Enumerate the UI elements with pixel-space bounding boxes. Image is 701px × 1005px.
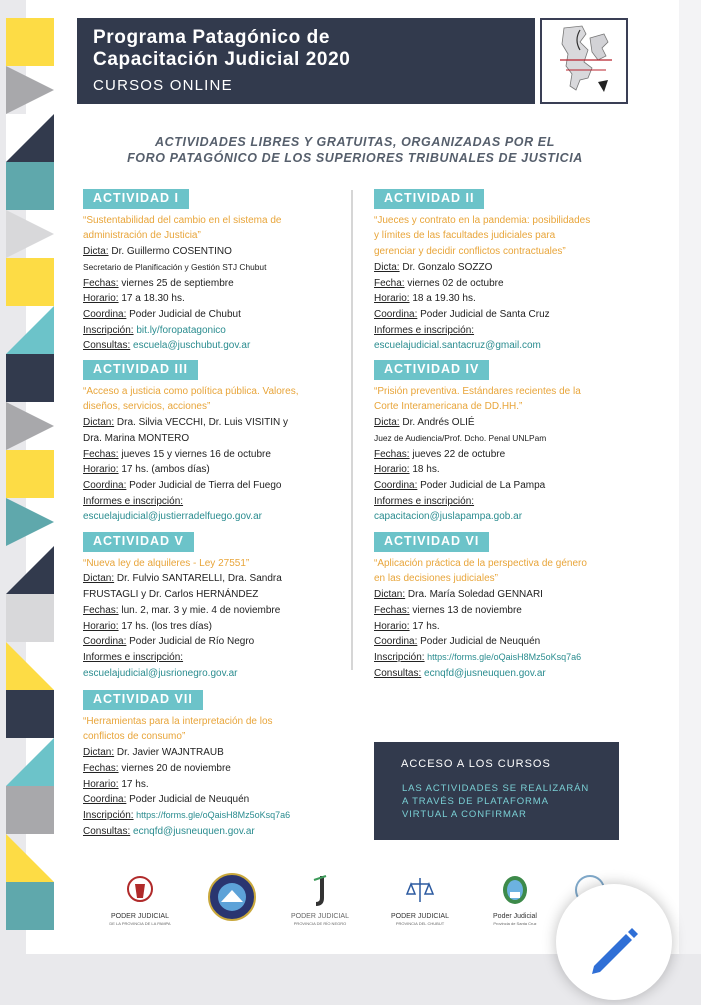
activity-title: “Prisión preventiva. Estándares recientes de la Corte Interamericana de DD.HH.”: [374, 385, 581, 413]
activity-badge: ACTIVIDAD III: [83, 360, 198, 380]
logo-tierra-del-fuego: [204, 872, 260, 927]
registration-link[interactable]: Inscripción: https://forms.gle/oQaisH8Mz5oKsq7a6: [83, 809, 291, 821]
contact-email[interactable]: Consultas: escuela@juschubut.gov.ar: [83, 340, 251, 352]
activity-5: ACTIVIDAD V “Nueva ley de alquileres - Ley 27551” Dictan: Dr. Fulvio SANTARELLI, Dra. Sandra FRUSTAGLI y Dr. Carlos HERNÁNDEZ Fechas: lun. 2, mar. 3 y mie. 4 de noviembre Horario: 17 hs. (los tres días) Coordina: Poder Judicial de Río Negro Informes e inscripción: escuelajudicial@jusrionegro.gov.ar: [83, 532, 353, 681]
seal-icon: [207, 872, 257, 922]
letter-j-icon: [310, 874, 330, 908]
activity-title: “Aplicación práctica de la perspectiva de género en las decisiones judiciales”: [374, 557, 587, 585]
scales-icon: [405, 874, 435, 908]
activity-6: ACTIVIDAD VI “Aplicación práctica de la perspectiva de género en las decisiones judiciales” Dictan: Dra. María Soledad GENNARI Fechas: viernes 13 de noviembre Horario: 17 hs. Coordina: Poder Judicial de Neuquén Inscripción: https://forms.gle/oQaisH8Mz5oKsq7a6 Consultas: ecnqfd@jusneuquen.gov.ar: [374, 532, 654, 681]
activity-title: “Herramientas para la interpretación de los conflictos de consumo”: [83, 715, 273, 743]
logo-rio-negro: PODER JUDICIAL PROVINCIA DE RÍO NEGRO: [280, 874, 360, 926]
page-gutter: [679, 0, 701, 954]
pencil-icon: [556, 884, 672, 1000]
access-box: [374, 742, 619, 840]
access-body: LAS ACTIVIDADES SE REALIZARÁN A TRAVÉS DE PLATAFORMA VIRTUAL A CONFIRMAR: [402, 783, 590, 820]
activity-badge: ACTIVIDAD I: [83, 189, 189, 209]
contact-email[interactable]: Consultas: ecnqfd@jusneuquen.gov.ar: [374, 667, 546, 679]
decorative-band: [6, 18, 54, 935]
logo-santa-cruz: Poder Judicial Provincia de Santa Cruz: [480, 874, 550, 926]
band-pattern: [6, 18, 54, 930]
access-heading: ACCESO A LOS CURSOS: [401, 758, 551, 770]
activity-3: ACTIVIDAD III “Acceso a justicia como política pública. Valores, diseños, servicios, acciones” Dictan: Dra. Silvia VECCHI, Dr. Luis VISITIN y Dra. Marina MONTERO Fechas: jueves 15 y viernes 16 de octubre Horario: 17 hs. (ambos días) Coordina: Poder Judicial de Tierra del Fuego Informes e inscripción: escuelajudicial@justierradelfuego.gov.ar: [83, 360, 353, 525]
activity-badge: ACTIVIDAD VII: [83, 690, 203, 710]
logo-la-pampa: PODER JUDICIAL DE LA PROVINCIA DE LA PAMPA: [100, 874, 180, 926]
contact-email[interactable]: Consultas: ecnqfd@jusneuquen.gov.ar: [83, 825, 255, 837]
patagonia-map-logo: [540, 18, 628, 104]
activity-badge: ACTIVIDAD VI: [374, 532, 489, 552]
program-header: [77, 18, 535, 104]
speaker-role: Secretario de Planificación y Gestión STJ Chubut: [83, 261, 267, 272]
contact-email[interactable]: escuelajudicial@jusrionegro.gov.ar: [83, 667, 238, 679]
program-subtitle: CURSOS ONLINE: [93, 77, 233, 94]
logo-chubut: PODER JUDICIAL PROVINCIA DEL CHUBUT: [380, 874, 460, 926]
activity-title: “Jueces y contrato en la pandemia: posibilidades y límites de las facultades judiciales para gerenciar y decidir conflictos contractuales”: [374, 214, 591, 258]
activity-2: ACTIVIDAD II “Jueces y contrato en la pandemia: posibilidades y límites de las facultades judiciales para gerenciar y decidir conflictos contractuales” Dicta: Dr. Gonzalo SOZZO Fecha: viernes 02 de octubre Horario: 18 a 19.30 hs. Coordina: Poder Judicial de Santa Cruz Informes e inscripción: escuelajudicial.santacruz@gmail.com: [374, 189, 654, 354]
activity-title: “Nueva ley de alquileres - Ley 27551”: [83, 557, 250, 569]
registration-link[interactable]: Inscripción: bit.ly/foropatagonico: [83, 324, 226, 336]
activity-4: ACTIVIDAD IV “Prisión preventiva. Estándares recientes de la Corte Interamericana de DD.HH.” Dicta: Dr. Andrés OLIÉ Juez de Audiencia/Prof. Dcho. Penal UNLPam Fechas: jueves 22 de octubre Horario: 18 hs. Coordina: Poder Judicial de La Pampa Informes e inscripción: capacitacion@juslapampa.gob.ar: [374, 360, 654, 525]
activity-badge: ACTIVIDAD II: [374, 189, 484, 209]
contact-email[interactable]: escuelajudicial@justierradelfuego.gov.ar: [83, 511, 262, 523]
activity-title: “Sustentabilidad del cambio en el sistema de administración de Justicia”: [83, 214, 282, 242]
contact-email[interactable]: escuelajudicial.santacruz@gmail.com: [374, 340, 541, 352]
map-logo-icon: [542, 20, 626, 102]
intro-text: ACTIVIDADES LIBRES Y GRATUITAS, ORGANIZADAS POR EL FORO PATAGÓNICO DE LOS SUPERIORES TRIBUNALES DE JUSTICIA: [127, 135, 583, 165]
activity-badge: ACTIVIDAD IV: [374, 360, 489, 380]
activity-7: ACTIVIDAD VII “Herramientas para la interpretación de los conflictos de consumo” Dictan: Dr. Javier WAJNTRAUB Fechas: viernes 20 de noviembre Horario: 17 hs. Coordina: Poder Judicial de Neuquén Inscripción: https://forms.gle/oQaisH8Mz5oKsq7a6 Consultas: ecnqfd@jusneuquen.gov.ar: [83, 690, 353, 839]
speaker-role: Juez de Audiencia/Prof. Dcho. Penal UNLPam: [374, 432, 547, 443]
program-title: Programa Patagónico de Capacitación Judicial 2020: [93, 27, 351, 70]
registration-link[interactable]: Inscripción: https://forms.gle/oQaisH8Mz5oKsq7a6: [374, 651, 582, 663]
activity-1: ACTIVIDAD I “Sustentabilidad del cambio en el sistema de administración de Justicia” Dicta: Dr. Guillermo COSENTINO Secretario de Planificación y Gestión STJ Chubut Fechas: viernes 25 de septiembre Horario: 17 a 18.30 hs. Coordina: Poder Judicial de Chubut Inscripción: bit.ly/foropatagonico Consultas: escuela@juschubut.gov.ar: [83, 189, 343, 354]
shield-icon: [125, 874, 155, 908]
contact-email[interactable]: capacitacion@juslapampa.gob.ar: [374, 511, 523, 523]
coat-of-arms-icon: [500, 874, 530, 908]
edit-fab-button[interactable]: [556, 884, 672, 1000]
activity-badge: ACTIVIDAD V: [83, 532, 194, 552]
activity-title: “Acceso a justicia como política pública. Valores, diseños, servicios, acciones”: [83, 385, 299, 413]
